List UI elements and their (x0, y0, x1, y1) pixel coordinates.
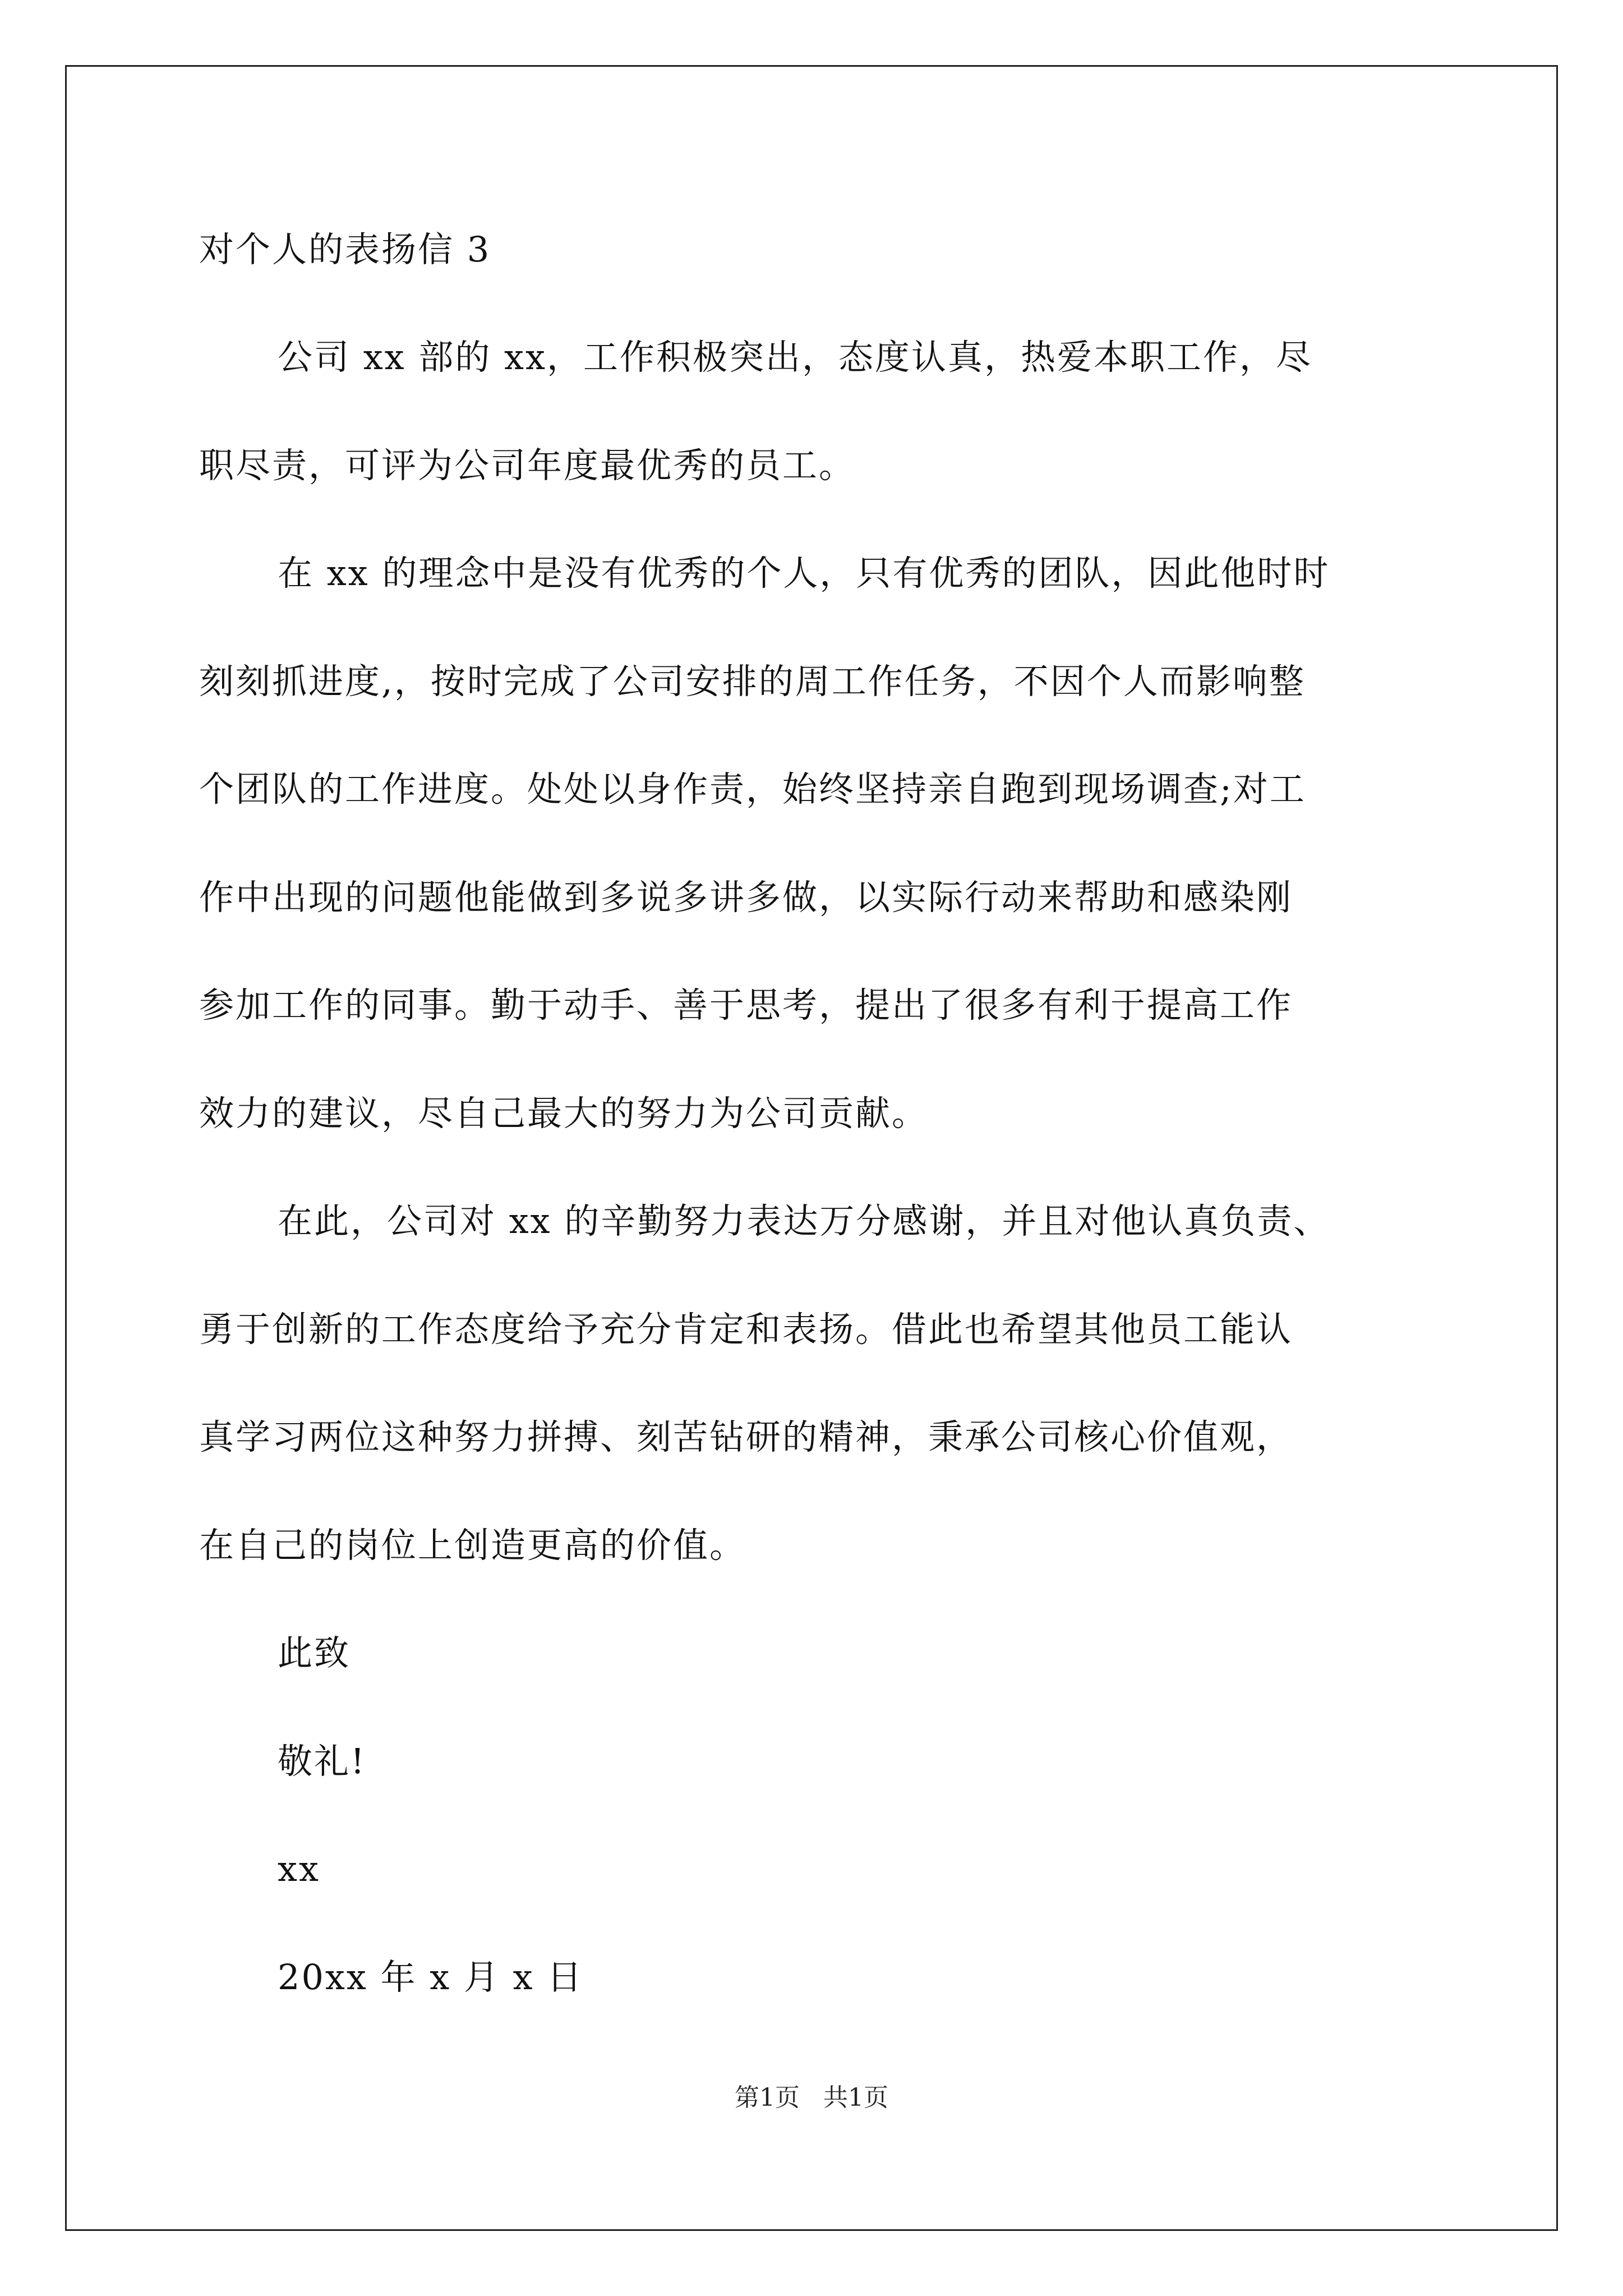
paragraph-3-line-2: 勇于创新的工作态度给予充分肯定和表扬。借此也希望其他员工能认 (199, 1309, 1293, 1350)
signature-text: xx (278, 1848, 320, 1889)
paragraph-1-line-1: 公司 xx 部的 xx，工作积极突出，态度认真，热爱本职工作，尽 (278, 337, 1312, 378)
paragraph-2-line-2: 刻刻抓进度,，按时完成了公司安排的周工作任务，不因个人而影响整 (199, 661, 1306, 702)
paragraph-2-line-3: 个团队的工作进度。处处以身作责，始终坚持亲自跑到现场调查;对工 (199, 769, 1306, 809)
salutation-text: 敬礼! (278, 1741, 366, 1782)
paragraph-2-line-5: 参加工作的同事。勤于动手、善于思考，提出了很多有利于提高工作 (199, 984, 1293, 1025)
page-frame (65, 65, 1558, 2231)
document-title: 对个人的表扬信 3 (199, 229, 491, 270)
paragraph-2-line-1: 在 xx 的理念中是没有优秀的个人，只有优秀的团队，因此他时时 (278, 553, 1330, 593)
date-text: 20xx 年 x 月 x 日 (278, 1957, 584, 1998)
paragraph-2-line-6: 效力的建议，尽自己最大的努力为公司贡献。 (199, 1093, 929, 1134)
paragraph-1-line-2: 职尽责，可评为公司年度最优秀的员工。 (199, 445, 856, 486)
paragraph-3-line-3: 真学习两位这种努力拼搏、刻苦钻研的精神，秉承公司核心价值观， (199, 1416, 1293, 1457)
paragraph-3-line-1: 在此，公司对 xx 的辛勤努力表达万分感谢，并且对他认真负责、 (278, 1200, 1330, 1241)
page-footer: 第1页 共1页 (735, 2083, 888, 2112)
paragraph-2-line-4: 作中出现的问题他能做到多说多讲多做，以实际行动来帮助和感染刚 (199, 877, 1293, 918)
paragraph-3-line-4: 在自己的岗位上创造更高的价值。 (199, 1525, 746, 1566)
closing-text: 此致 (278, 1632, 351, 1673)
